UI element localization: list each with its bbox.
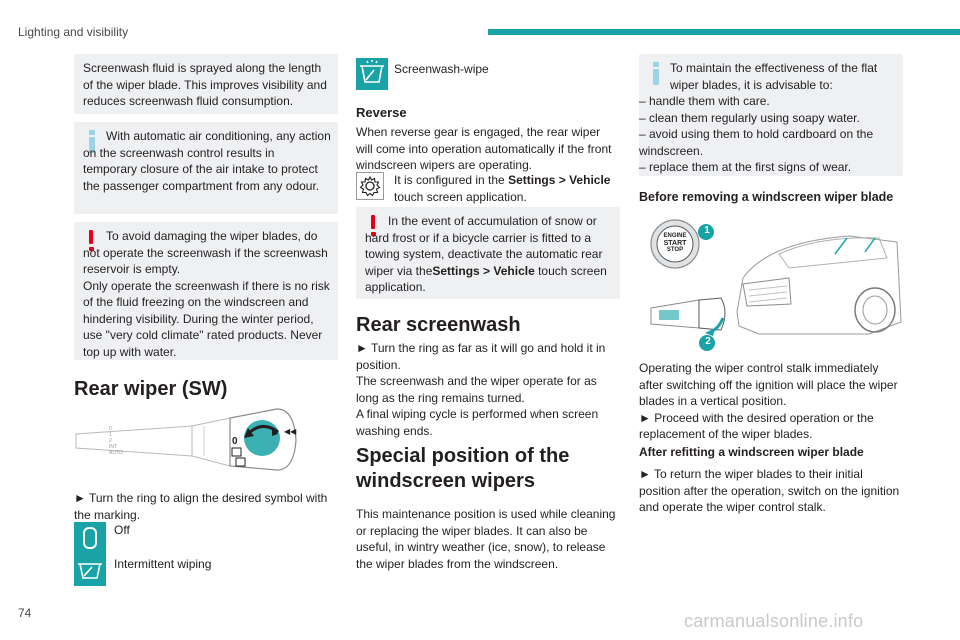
section-title-rear-wiper: Rear wiper (SW) xyxy=(74,378,228,400)
note-text: Screenwash fluid is sprayed along the length of the wiper blade. This improves visibility and reduces screenwash fluid consumption. xyxy=(83,61,327,108)
reverse-text: When reverse gear is engaged, the rear wiper will come into operation automatically if the front windscreen wipers are operating. xyxy=(356,125,612,172)
symbol-label-screenwash: Screenwash-wipe xyxy=(394,62,489,76)
screenwash-wipe-icon xyxy=(356,58,388,90)
warning-text-1: To avoid damaging the wiper blades, do not operate the screenwash if the screenwash reservoir is empty. xyxy=(83,229,328,276)
info-item-3: – avoid using them to hold cardboard on the windscreen. xyxy=(639,127,874,158)
section-title-rear-screenwash: Rear screenwash xyxy=(356,314,521,336)
rear-screenwash-text: ► Turn the ring as far as it will go and hold it in position. The screenwash and the wiper operate for as long as the ring remains turned. A final wiping cycle is performed when screen washing ends. xyxy=(356,341,606,438)
callout-1: 1 xyxy=(704,225,710,236)
subtitle-after-refitting: After refitting a windscreen wiper blade xyxy=(639,445,864,459)
rear-wiper-stalk-illustration xyxy=(72,404,312,476)
watermark: carmanualsonline.info xyxy=(684,611,864,631)
symbol-label-intermittent: Intermittent wiping xyxy=(114,557,212,571)
settings-gear-icon xyxy=(356,172,384,200)
running-header: Lighting and visibility xyxy=(18,25,129,39)
section-title-special-position: Special position of the windscreen wipers xyxy=(356,445,570,492)
warning-text-rear-wiper: In the event of accumulation of snow or hard frost or if a bicycle carrier is fitted to a towing system, deactivate the automatic rear wiper via theSettings > Vehicle touch screen application. xyxy=(365,214,607,294)
subtitle-before-removing: Before removing a windscreen wiper blade xyxy=(639,190,894,204)
special-position-text: This maintenance position is used while cleaning or replacing the wiper blades. It can also be useful, in wintry weather (ice, snow), to release the wiper blades from the windscreen. xyxy=(356,507,616,571)
operation-text: Operating the wiper control stalk immediately after switching off the ignition will place the wiper blades in a vertical position. ► Proceed with the desired operation or the replacement of the wiper blades. xyxy=(639,361,898,441)
svg-text:0: 0 xyxy=(232,436,238,447)
svg-text:◀◀: ◀◀ xyxy=(284,427,297,436)
header-accent-bar xyxy=(488,29,960,35)
stalk-position-labels: 0 1 2 INT AUTO xyxy=(109,426,123,456)
callout-2: 2 xyxy=(705,336,711,347)
info-item-4: – replace them at the first signs of wear. xyxy=(639,160,852,174)
info-intro: To maintain the effectiveness of the flat wiper blades, it is advisable to: xyxy=(670,61,878,92)
subtitle-reverse: Reverse xyxy=(356,105,407,120)
info-box xyxy=(74,122,338,214)
warning-text-2: Only operate the screenwash if there is no risk of the fluid freezing on the windscreen and hindering visibility. During the winter period, use "very cold climate" rated products. Never top up with water. xyxy=(83,278,330,359)
note-box xyxy=(74,54,338,114)
info-item-2: – clean them regularly using soapy water. xyxy=(639,110,860,125)
wiper-off-icon xyxy=(74,522,106,554)
config-text: It is configured in the Settings > Vehicle touch screen application. xyxy=(394,173,611,204)
intermittent-wiper-icon xyxy=(74,554,106,586)
symbol-label-off: Off xyxy=(114,523,130,537)
start-stop-button-label: ENGINE START STOP xyxy=(663,233,687,253)
info-item-1: – handle them with care. xyxy=(639,94,770,108)
warning-box xyxy=(74,222,338,360)
step-turn-ring: ► Turn the ring to align the desired symbol with the marking. xyxy=(74,491,328,522)
page-number: 74 xyxy=(18,606,32,620)
info-box-maintenance xyxy=(639,54,903,176)
after-refitting-text: ► To return the wiper blades to their initial position after the operation, switch on the ignition and operate the wiper control stalk. xyxy=(639,467,900,514)
warning-box-rear-wiper xyxy=(356,207,620,299)
info-text: With automatic air conditioning, any action on the screenwash control results in temporary closure of the air intake to protect the passenger compartment from any odour. xyxy=(83,129,331,193)
